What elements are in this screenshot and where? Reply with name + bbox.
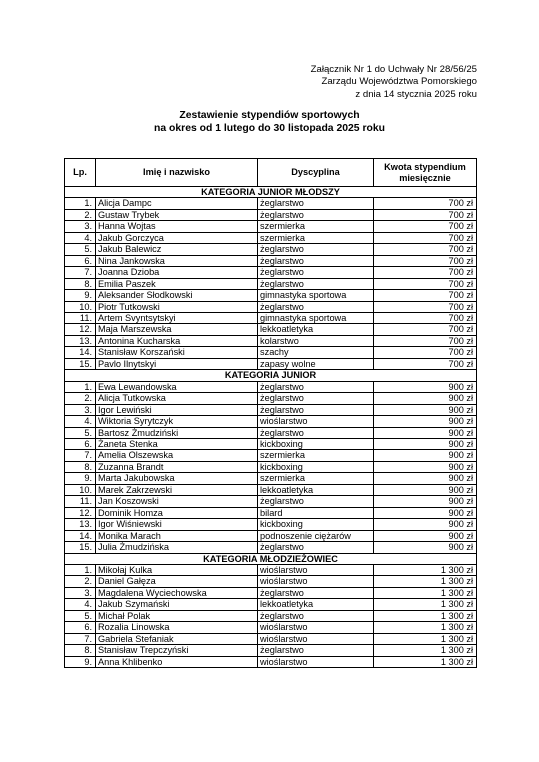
athlete-name: Aleksander Słodkowski (96, 290, 258, 301)
category-title: KATEGORIA JUNIOR MŁODSZY (65, 187, 477, 198)
table-row (65, 290, 477, 301)
amount: 700 zł (374, 209, 477, 220)
discipline: żeglarstwo (258, 404, 374, 415)
row-number: 6. (65, 438, 96, 449)
table-row (65, 358, 477, 369)
discipline: żeglarstwo (258, 393, 374, 404)
column-header-amount: Kwota stypendium miesięcznie (374, 159, 477, 187)
athlete-name: Daniel Gałęza (96, 576, 258, 587)
amount: 900 zł (374, 404, 477, 415)
table-row (65, 335, 477, 346)
discipline: kickboxing (258, 438, 374, 449)
athlete-name: Gustaw Trybek (96, 209, 258, 220)
table-row (65, 519, 477, 530)
table-row (65, 255, 477, 266)
amount: 900 zł (374, 438, 477, 449)
table-row (65, 312, 477, 323)
table-row (65, 507, 477, 518)
discipline: wioślarstwo (258, 633, 374, 644)
discipline: szermierka (258, 221, 374, 232)
discipline: zapasy wolne (258, 358, 374, 369)
discipline: żeglarstwo (258, 381, 374, 392)
discipline: żeglarstwo (258, 645, 374, 656)
row-number: 4. (65, 416, 96, 427)
discipline: wioślarstwo (258, 656, 374, 667)
discipline: żeglarstwo (258, 610, 374, 621)
row-number: 5. (65, 427, 96, 438)
row-number: 15. (65, 542, 96, 553)
discipline: kickboxing (258, 461, 374, 472)
column-header-name: Imię i nazwisko (96, 159, 258, 187)
table-row (65, 599, 477, 610)
discipline: wioślarstwo (258, 564, 374, 575)
amount: 900 zł (374, 496, 477, 507)
discipline: szermierka (258, 232, 374, 243)
table-row (65, 404, 477, 415)
row-number: 2. (65, 576, 96, 587)
amount: 700 zł (374, 335, 477, 346)
athlete-name: Monika Marach (96, 530, 258, 541)
amount: 700 zł (374, 232, 477, 243)
table-row (65, 324, 477, 335)
title-line-1: Zestawienie stypendiów sportowych (179, 110, 360, 121)
row-number: 14. (65, 530, 96, 541)
row-number: 6. (65, 255, 96, 266)
amount: 1 300 zł (374, 599, 477, 610)
row-number: 11. (65, 496, 96, 507)
discipline: żeglarstwo (258, 244, 374, 255)
athlete-name: Piotr Tutkowski (96, 301, 258, 312)
athlete-name: Magdalena Wyciechowska (96, 587, 258, 598)
amount: 900 zł (374, 530, 477, 541)
row-number: 3. (65, 221, 96, 232)
table-row (65, 542, 477, 553)
row-number: 3. (65, 404, 96, 415)
table-row (65, 267, 477, 278)
row-number: 12. (65, 507, 96, 518)
table-row (65, 564, 477, 575)
discipline: kolarstwo (258, 335, 374, 346)
amount: 1 300 zł (374, 564, 477, 575)
athlete-name: Anna Khlibenko (96, 656, 258, 667)
amount: 700 zł (374, 358, 477, 369)
table-row (65, 530, 477, 541)
amount: 1 300 zł (374, 610, 477, 621)
row-number: 13. (65, 335, 96, 346)
athlete-name: Żaneta Stenka (96, 438, 258, 449)
amount: 900 zł (374, 542, 477, 553)
category-row (65, 553, 477, 564)
amount: 700 zł (374, 278, 477, 289)
table-row (65, 633, 477, 644)
row-number: 9. (65, 656, 96, 667)
amount: 700 zł (374, 324, 477, 335)
row-number: 8. (65, 645, 96, 656)
discipline: kickboxing (258, 519, 374, 530)
athlete-name: Gabriela Stefaniak (96, 633, 258, 644)
header-line-3: z dnia 14 stycznia 2025 roku (355, 88, 477, 100)
row-number: 1. (65, 198, 96, 209)
title-line-2: na okres od 1 lutego do 30 listopada 2025 roku (154, 122, 385, 134)
athlete-name: Igor Lewiński (96, 404, 258, 415)
athlete-name: Jakub Gorczyca (96, 232, 258, 243)
category-row (65, 370, 477, 381)
athlete-name: Marek Zakrzewski (96, 484, 258, 495)
discipline: szermierka (258, 473, 374, 484)
amount: 700 zł (374, 244, 477, 255)
athlete-name: Dominik Homza (96, 507, 258, 518)
discipline: żeglarstwo (258, 267, 374, 278)
table-row (65, 221, 477, 232)
discipline: żeglarstwo (258, 255, 374, 266)
row-number: 1. (65, 381, 96, 392)
row-number: 13. (65, 519, 96, 530)
table-row (65, 645, 477, 656)
amount: 900 zł (374, 473, 477, 484)
amount: 1 300 zł (374, 656, 477, 667)
table-row (65, 461, 477, 472)
row-number: 12. (65, 324, 96, 335)
header-line-2: Zarządu Województwa Pomorskiego (321, 76, 477, 88)
athlete-name: Mikołaj Kulka (96, 564, 258, 575)
amount: 700 zł (374, 267, 477, 278)
discipline: wioślarstwo (258, 416, 374, 427)
amount: 700 zł (374, 290, 477, 301)
athlete-name: Wiktoria Syrytczyk (96, 416, 258, 427)
amount: 1 300 zł (374, 576, 477, 587)
table-row (65, 622, 477, 633)
row-number: 8. (65, 278, 96, 289)
discipline: lekkoatletyka (258, 484, 374, 495)
amount: 900 zł (374, 393, 477, 404)
table-row (65, 427, 477, 438)
discipline: bilard (258, 507, 374, 518)
scholarship-table (64, 158, 477, 668)
row-number: 1. (65, 564, 96, 575)
discipline: żeglarstwo (258, 587, 374, 598)
table-row (65, 576, 477, 587)
table-row (65, 450, 477, 461)
amount: 900 zł (374, 461, 477, 472)
table-row (65, 301, 477, 312)
table-row (65, 438, 477, 449)
athlete-name: Maja Marszewska (96, 324, 258, 335)
athlete-name: Ewa Lewandowska (96, 381, 258, 392)
column-header-lp: Lp. (65, 159, 96, 187)
athlete-name: Jakub Balewicz (96, 244, 258, 255)
table-row (65, 232, 477, 243)
column-header-discipline: Dyscyplina (258, 159, 374, 187)
table-row (65, 278, 477, 289)
amount: 900 zł (374, 416, 477, 427)
amount: 700 zł (374, 301, 477, 312)
discipline: gimnastyka sportowa (258, 290, 374, 301)
athlete-name: Jakub Szymański (96, 599, 258, 610)
athlete-name: Stanisław Korszański (96, 347, 258, 358)
row-number: 8. (65, 461, 96, 472)
athlete-name: Antonina Kucharska (96, 335, 258, 346)
row-number: 7. (65, 450, 96, 461)
document-title (0, 110, 539, 135)
discipline: żeglarstwo (258, 209, 374, 220)
athlete-name: Igor Wiśniewski (96, 519, 258, 530)
athlete-name: Jan Koszowski (96, 496, 258, 507)
discipline: lekkoatletyka (258, 599, 374, 610)
amount: 1 300 zł (374, 622, 477, 633)
discipline: żeglarstwo (258, 278, 374, 289)
athlete-name: Alicja Dampc (96, 198, 258, 209)
amount: 700 zł (374, 347, 477, 358)
row-number: 4. (65, 232, 96, 243)
discipline: żeglarstwo (258, 301, 374, 312)
table-row (65, 347, 477, 358)
athlete-name: Alicja Tutkowska (96, 393, 258, 404)
amount: 900 zł (374, 427, 477, 438)
discipline: lekkoatletyka (258, 324, 374, 335)
amount: 900 zł (374, 381, 477, 392)
table-row (65, 244, 477, 255)
athlete-name: Pavlo Ilnytskyi (96, 358, 258, 369)
athlete-name: Artem Svyntsytskyi (96, 312, 258, 323)
table-row (65, 610, 477, 621)
discipline: wioślarstwo (258, 576, 374, 587)
table-row (65, 416, 477, 427)
discipline: żeglarstwo (258, 427, 374, 438)
athlete-name: Julia Żmudzińska (96, 542, 258, 553)
row-number: 5. (65, 610, 96, 621)
row-number: 14. (65, 347, 96, 358)
athlete-name: Amelia Olszewska (96, 450, 258, 461)
amount: 900 zł (374, 450, 477, 461)
table-header-row (65, 159, 477, 187)
header-line-1: Załącznik Nr 1 do Uchwały Nr 28/56/25 (310, 64, 477, 75)
table-row (65, 209, 477, 220)
row-number: 4. (65, 599, 96, 610)
table-row (65, 381, 477, 392)
amount: 900 zł (374, 507, 477, 518)
table-row (65, 484, 477, 495)
amount: 700 zł (374, 221, 477, 232)
discipline: wioślarstwo (258, 622, 374, 633)
athlete-name: Joanna Dzioba (96, 267, 258, 278)
table-row (65, 496, 477, 507)
row-number: 2. (65, 393, 96, 404)
table-row (65, 198, 477, 209)
row-number: 3. (65, 587, 96, 598)
row-number: 10. (65, 301, 96, 312)
discipline: podnoszenie ciężarów (258, 530, 374, 541)
table-row (65, 393, 477, 404)
row-number: 9. (65, 473, 96, 484)
category-title: KATEGORIA JUNIOR (65, 370, 477, 381)
table-row (65, 587, 477, 598)
discipline: szermierka (258, 450, 374, 461)
amount: 700 zł (374, 312, 477, 323)
discipline: żeglarstwo (258, 198, 374, 209)
row-number: 11. (65, 312, 96, 323)
athlete-name: Emilia Paszek (96, 278, 258, 289)
amount: 900 zł (374, 519, 477, 530)
row-number: 6. (65, 622, 96, 633)
athlete-name: Bartosz Żmudziński (96, 427, 258, 438)
row-number: 15. (65, 358, 96, 369)
discipline: żeglarstwo (258, 542, 374, 553)
athlete-name: Hanna Wojtas (96, 221, 258, 232)
athlete-name: Marta Jakubowska (96, 473, 258, 484)
row-number: 9. (65, 290, 96, 301)
row-number: 10. (65, 484, 96, 495)
table-row (65, 656, 477, 667)
row-number: 2. (65, 209, 96, 220)
attachment-header (311, 64, 477, 101)
category-title: KATEGORIA MŁODZIEŻOWIEC (65, 553, 477, 564)
athlete-name: Stanisław Trepczyński (96, 645, 258, 656)
discipline: gimnastyka sportowa (258, 312, 374, 323)
row-number: 7. (65, 267, 96, 278)
row-number: 5. (65, 244, 96, 255)
amount: 900 zł (374, 484, 477, 495)
amount: 700 zł (374, 255, 477, 266)
discipline: szachy (258, 347, 374, 358)
discipline: żeglarstwo (258, 496, 374, 507)
athlete-name: Nina Jankowska (96, 255, 258, 266)
athlete-name: Zuzanna Brandt (96, 461, 258, 472)
amount: 1 300 zł (374, 587, 477, 598)
amount: 700 zł (374, 198, 477, 209)
table-row (65, 473, 477, 484)
category-row (65, 187, 477, 198)
row-number: 7. (65, 633, 96, 644)
athlete-name: Michał Polak (96, 610, 258, 621)
table-body (65, 187, 477, 668)
athlete-name: Rozalia Linowska (96, 622, 258, 633)
amount: 1 300 zł (374, 633, 477, 644)
amount: 1 300 zł (374, 645, 477, 656)
